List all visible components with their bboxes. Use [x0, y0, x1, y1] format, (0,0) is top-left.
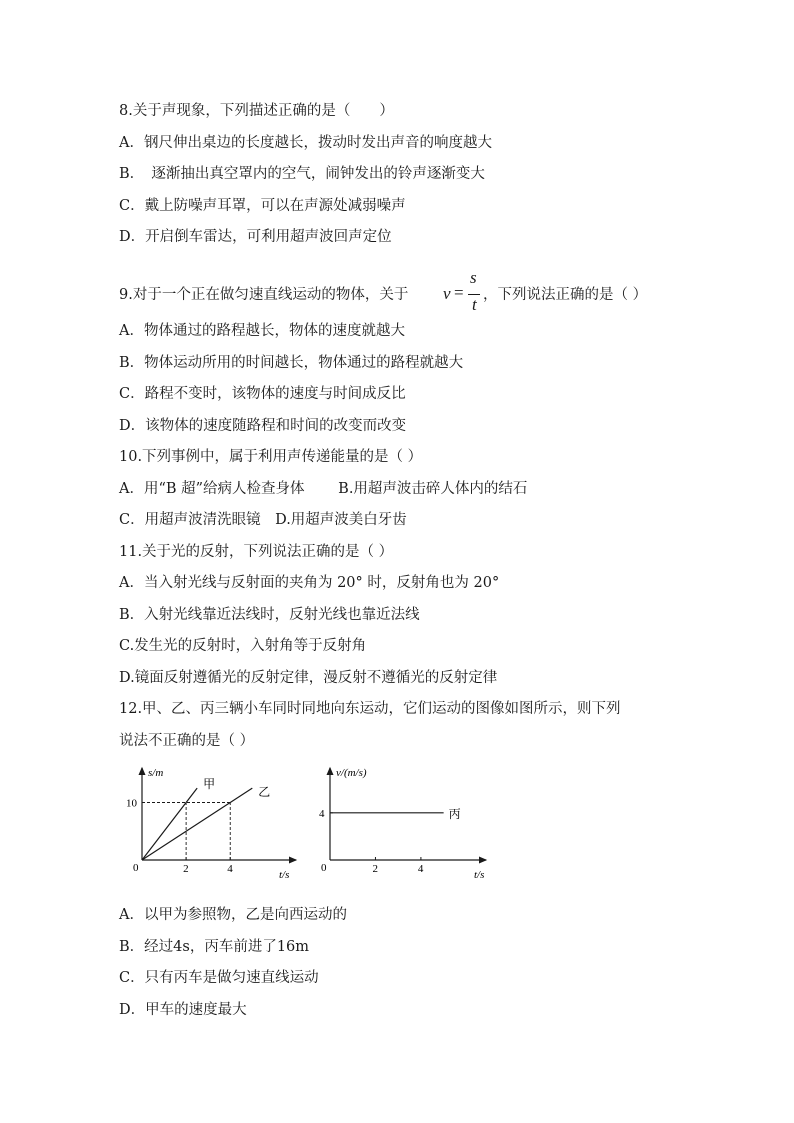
- q9-option-d: D．该物体的速度随路程和时间的改变而改变: [119, 418, 407, 434]
- st-series-line-yi: [142, 788, 252, 860]
- st-x-tick-label: 4: [227, 863, 233, 875]
- st-y-tick-label: 10: [126, 797, 137, 810]
- formula-numerator: s: [470, 268, 477, 287]
- q9-stem-before: 9.对于一个正在做匀速直线运动的物体，关于: [119, 287, 409, 303]
- vt-y-tick-label: 4: [319, 807, 325, 820]
- q11-stem: 11.关于光的反射，下列说法正确的是（ ）: [119, 544, 394, 560]
- q12-stem-line2: 说法不正确的是（ ）: [119, 733, 255, 749]
- st-origin-label: 0: [133, 862, 139, 874]
- q9-option-a: A．物体通过的路程越长，物体的速度就越大: [119, 323, 405, 339]
- vt-series-label-bing: 丙: [448, 806, 461, 821]
- q10-options-cd: C．用超声波清洗眼镜 D.用超声波美白牙齿: [119, 512, 407, 528]
- q12-option-b: B．经过4s，丙车前进了16m: [119, 939, 310, 955]
- st-graph: [124, 762, 304, 880]
- q9-option-c: C．路程不变时，该物体的速度与时间成反比: [119, 386, 406, 402]
- formula-denominator: t: [472, 295, 477, 314]
- vt-y-label: v/(m/s): [336, 767, 367, 779]
- vt-x-label: t/s: [474, 869, 485, 880]
- vt-origin-label: 0: [321, 862, 327, 874]
- q12-option-a: A．以甲为参照物，乙是向西运动的: [119, 907, 347, 923]
- q10-stem: 10.下列事例中，属于利用声传递能量的是（ ）: [119, 449, 423, 465]
- q8-option-a: A．钢尺伸出桌边的长度越长，拨动时发出声音的响度越大: [119, 135, 492, 151]
- formula-eq: =: [454, 283, 464, 302]
- vt-x-tick-label: 2: [372, 863, 378, 875]
- q8-option-d: D．开启倒车雷达，可利用超声波回声定位: [119, 229, 392, 245]
- q11-option-c: C.发生光的反射时，入射角等于反射角: [119, 638, 367, 654]
- q9-stem-after: ，下列说法正确的是（ ）: [483, 287, 648, 303]
- q8-option-c: C．戴上防噪声耳罩，可以在声源处减弱噪声: [119, 198, 406, 214]
- q10-options-ab: A．用“B 超”给病人检查身体 B.用超声波击碎人体内的结石: [119, 481, 528, 497]
- st-series-line-jia: [142, 788, 197, 860]
- q9-option-b: B．物体运动所用的时间越长，物体通过的路程就越大: [119, 355, 464, 371]
- st-y-label: s/m: [148, 767, 164, 779]
- st-series-label-yi: 乙: [258, 785, 271, 800]
- st-x-tick-label: 2: [183, 863, 189, 875]
- q8-option-b: B． 逐渐抽出真空罩内的空气，闹钟发出的铃声逐渐变大: [119, 166, 485, 182]
- q12-stem-line1: 12.甲、乙、丙三辆小车同时同地向东运动，它们运动的图像如图所示，则下列: [119, 701, 621, 717]
- vt-x-tick-label: 4: [417, 863, 424, 875]
- q11-option-d: D.镜面反射遵循光的反射定律，漫反射不遵循光的反射定律: [119, 670, 498, 686]
- q9-formula: [443, 268, 487, 317]
- formula-lhs: v: [443, 284, 451, 303]
- q12-option-d: D．甲车的速度最大: [119, 1002, 247, 1018]
- q11-option-a: A．当入射光线与反射面的夹角为 20° 时，反射角也为 20°: [119, 575, 500, 591]
- q12-option-c: C．只有丙车是做匀速直线运动: [119, 970, 319, 986]
- q8-stem: 8.关于声现象，下列描述正确的是（ ）: [119, 103, 394, 119]
- st-x-label: t/s: [279, 869, 290, 880]
- q11-option-b: B．入射光线靠近法线时，反射光线也靠近法线: [119, 607, 420, 623]
- st-series-label-jia: 甲: [203, 777, 216, 792]
- vt-graph: [312, 762, 492, 880]
